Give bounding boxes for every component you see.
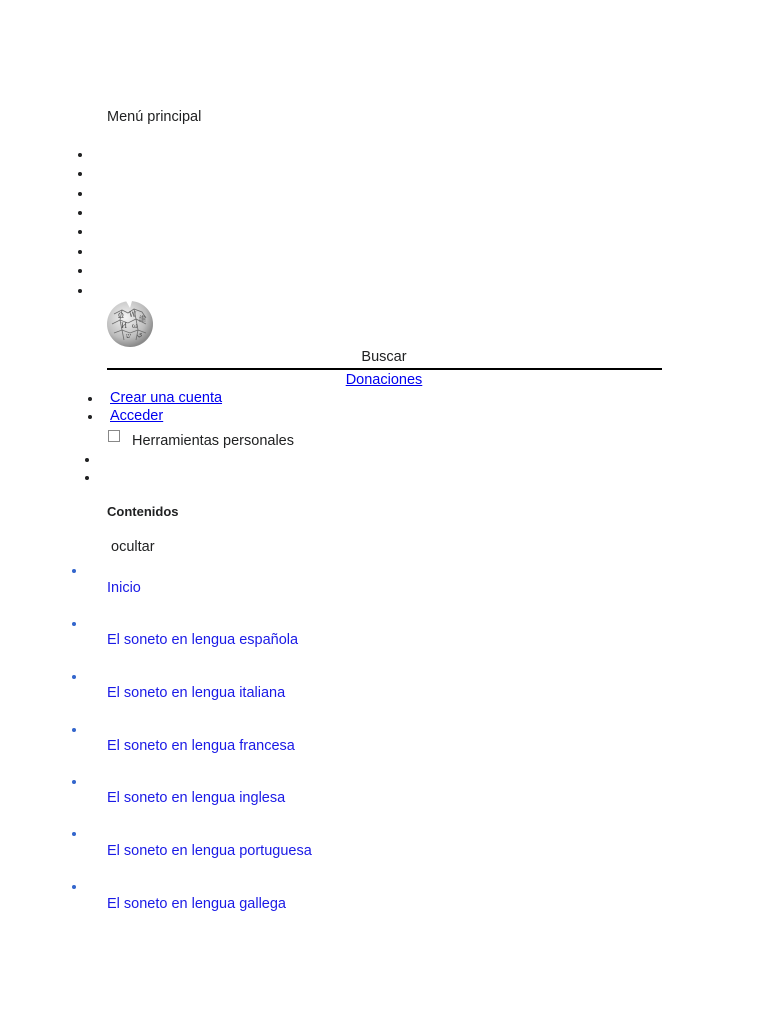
toc-bullet — [72, 675, 76, 679]
toc-item[interactable]: El soneto en lengua inglesa — [107, 790, 286, 806]
toc-bullet — [72, 780, 76, 784]
menu-bullet[interactable] — [78, 211, 82, 215]
create-account-link[interactable]: Crear una cuenta — [110, 390, 223, 406]
toc-toggle-button[interactable]: ocultar — [111, 539, 155, 555]
toc-bullet — [72, 622, 76, 626]
toc-item[interactable]: El soneto en lengua española — [107, 632, 299, 648]
search-divider — [107, 368, 662, 370]
toc-item[interactable]: El soneto en lengua francesa — [107, 738, 295, 754]
svg-text:И: И — [121, 322, 128, 330]
svg-text:Ω: Ω — [118, 312, 124, 320]
tools-bullet[interactable] — [85, 476, 89, 480]
toc-item[interactable]: Inicio — [107, 580, 141, 596]
search-label[interactable]: Buscar — [361, 349, 407, 365]
svg-text:W: W — [129, 311, 137, 319]
checkbox-icon[interactable] — [108, 430, 120, 442]
menu-bullet[interactable] — [78, 192, 82, 196]
toc-item[interactable]: El soneto en lengua italiana — [107, 685, 286, 701]
toc-title: Contenidos — [107, 504, 179, 519]
menu-bullet[interactable] — [78, 269, 82, 273]
donate-link[interactable]: Donaciones — [345, 372, 423, 388]
svg-text:ي: ي — [137, 330, 143, 338]
login-link[interactable]: Acceder — [110, 408, 164, 424]
toc-bullet — [72, 728, 76, 732]
svg-text:ω: ω — [132, 322, 138, 330]
toc-bullet — [72, 885, 76, 889]
toc-bullet — [72, 832, 76, 836]
tools-bullet[interactable] — [85, 458, 89, 462]
menu-bullet[interactable] — [78, 153, 82, 157]
personal-tools-label[interactable]: Herramientas personales — [132, 433, 294, 449]
donate-container — [107, 372, 661, 388]
svg-text:維: 維 — [139, 315, 146, 323]
menu-bullet[interactable] — [78, 172, 82, 176]
menu-bullet[interactable] — [78, 230, 82, 234]
menu-bullet[interactable] — [78, 250, 82, 254]
toc-bullet — [72, 569, 76, 573]
svg-text:ש: ש — [126, 332, 131, 340]
account-bullet — [88, 397, 92, 401]
toc-item[interactable]: El soneto en lengua gallega — [107, 896, 286, 912]
account-bullet — [88, 415, 92, 419]
main-menu-label[interactable]: Menú principal — [107, 109, 202, 125]
menu-bullet[interactable] — [78, 289, 82, 293]
wikipedia-globe-icon[interactable] — [106, 300, 154, 348]
toc-item[interactable]: El soneto en lengua portuguesa — [107, 843, 312, 859]
